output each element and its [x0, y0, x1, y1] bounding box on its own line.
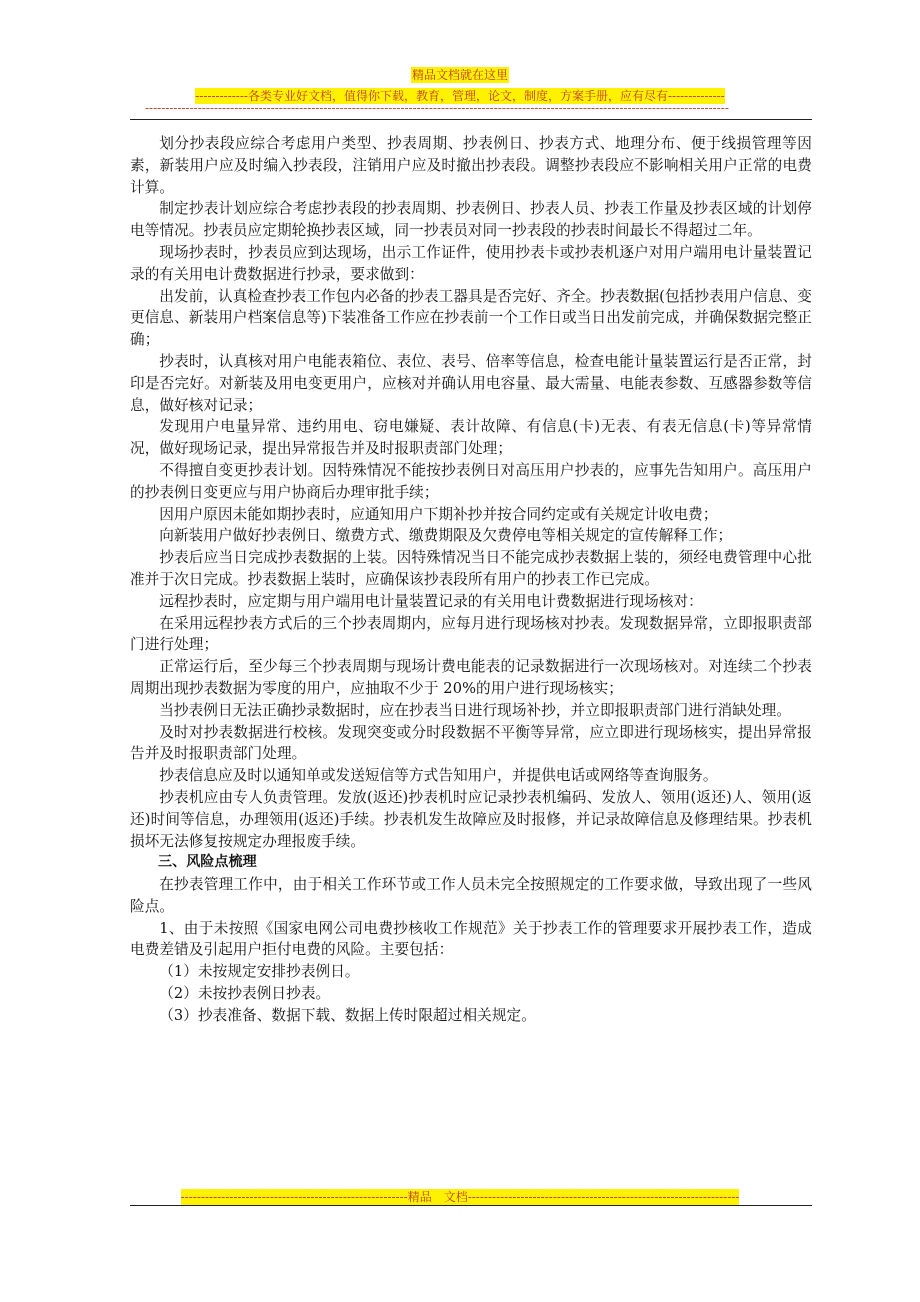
- footer-banner: --------------------------------------------------------精品 文档-------------------------------------------------------------------: [180, 1190, 740, 1204]
- list-item: （3）抄表准备、数据下载、数据上传时限超过相关规定。: [159, 1006, 536, 1024]
- paragraph: 不得擅自变更抄表计划。因特殊情况不能按抄表例日对高压用户抄表的，应事先告知用户。高压用户的抄表例日变更应与用户协商后办理审批手续；: [130, 461, 812, 501]
- footer-divider: [130, 1205, 812, 1206]
- paragraph: 向新装用户做好抄表例日、缴费方式、缴费期限及欠费停电等相关规定的宣传解释工作；: [159, 527, 733, 545]
- paragraph: 抄表后应当日完成抄表数据的上装。因特殊情况当日不能完成抄表数据上装的，须经电费管理中心批准并于次日完成。抄表数据上装时，应确保该抄表段所有用户的抄表工作已完成。: [130, 549, 812, 588]
- header-title: 精品文档就在这里: [411, 68, 508, 82]
- paragraph: 出发前，认真检查抄表工作包内必备的抄表工器具是否完好、齐全。抄表数据(包括抄表用户信息、变更信息、新装用户档案信息等)下装准备工作应在抄表前一个工作日或当日出发前完成，并确保数据完整正确；: [130, 287, 812, 349]
- paragraph: 发现用户电量异常、违约用电、窃电嫌疑、表计故障、有信息(卡)无表、有表无信息(卡)等异常情况，做好现场记录，提出异常报告并及时报职责部门处理；: [130, 418, 812, 458]
- paragraph: 抄表机应由专人负责管理。发放(返还)抄表机时应记录抄表机编码、发放人、领用(返还)人、领用(返还)时间等信息，办理领用(返还)手续。抄表机发生故障应及时报修，并记录故障信息及修理结果。抄表机损坏无法修复按规定办理报废手续。: [130, 788, 812, 850]
- header-banner: -------------各类专业好文档，值得你下载，教育，管理，论文，制度，方案手册，应有尽有--------------: [195, 89, 725, 103]
- paragraph: 在采用远程抄表方式后的三个抄表周期内，应每月进行现场核对抄表。发现数据异常，立即报职责部门进行处理；: [130, 614, 812, 654]
- paragraph: 在抄表管理工作中，由于相关工作环节或工作人员未完全按照规定的工作要求做，导致出现了一些风险点。: [130, 876, 812, 915]
- document-body: [130, 133, 812, 1027]
- paragraph: 划分抄表段应综合考虑用户类型、抄表周期、抄表例日、抄表方式、地理分布、便于线损管理等因素，新装用户应及时编入抄表段，注销用户应及时撤出抄表段。调整抄表段应不影响相关用户正常的电费计算。: [130, 135, 812, 196]
- paragraph: 远程抄表时，应定期与用户端用电计量装置记录的有关用电计费数据进行现场核对：: [159, 592, 703, 610]
- page-header: [0, 64, 920, 104]
- paragraph: 正常运行后，至少每三个抄表周期与现场计费电能表的记录数据进行一次现场核对。对连续二个抄表周期出现抄表数据为零度的用户，应抽取不少于 20%的用户进行现场核实；: [130, 658, 812, 697]
- paragraph: 因用户原因未能如期抄表时，应通知用户下期补抄并按合同约定或有关规定计收电费；: [159, 505, 718, 523]
- paragraph: 及时对抄表数据进行校核。发现突变或分时段数据不平衡等异常，应立即进行现场核实，提出异常报告并及时报职责部门处理。: [130, 723, 812, 763]
- paragraph: 抄表信息应及时以通知单或发送短信等方式告知用户，并提供电话或网络等查询服务。: [159, 767, 718, 785]
- paragraph: 1、由于未按照《国家电网公司电费抄核收工作规范》关于抄表工作的管理要求开展抄表工作，造成电费差错及引起用户拒付电费的风险。主要包括：: [130, 919, 812, 959]
- header-dash-line: ------------------------------------------------------------------------------------------------------------------------------------------------: [145, 101, 729, 115]
- list-item: （1）未按规定安排抄表例日。: [159, 963, 360, 981]
- header-divider: [130, 119, 812, 120]
- list-item: （2）未按抄表例日抄表。: [159, 985, 331, 1003]
- section-heading: 三、风险点梳理: [158, 854, 257, 871]
- footer-banner-row: [0, 1186, 920, 1205]
- paragraph: 当抄表例日无法正确抄录数据时，应在抄表当日进行现场补抄，并立即报职责部门进行消缺处理。: [159, 701, 792, 719]
- paragraph: 制定抄表计划应综合考虑抄表段的抄表周期、抄表例日、抄表人员、抄表工作量及抄表区域的计划停电等情况。抄表员应定期轮换抄表区域，同一抄表员对同一抄表段的抄表时间最长不得超过二年。: [130, 200, 812, 240]
- paragraph: 现场抄表时，抄表员应到达现场，出示工作证件，使用抄表卡或抄表机逐户对用户端用电计量装置记录的有关用电计费数据进行抄录，要求做到：: [130, 243, 812, 283]
- paragraph: 抄表时，认真核对用户电能表箱位、表位、表号、倍率等信息，检查电能计量装置运行是否正常，封印是否完好。对新装及用电变更用户，应核对并确认用电容量、最大需量、电能表参数、互感器参数等信息，做好核对记录；: [130, 352, 812, 414]
